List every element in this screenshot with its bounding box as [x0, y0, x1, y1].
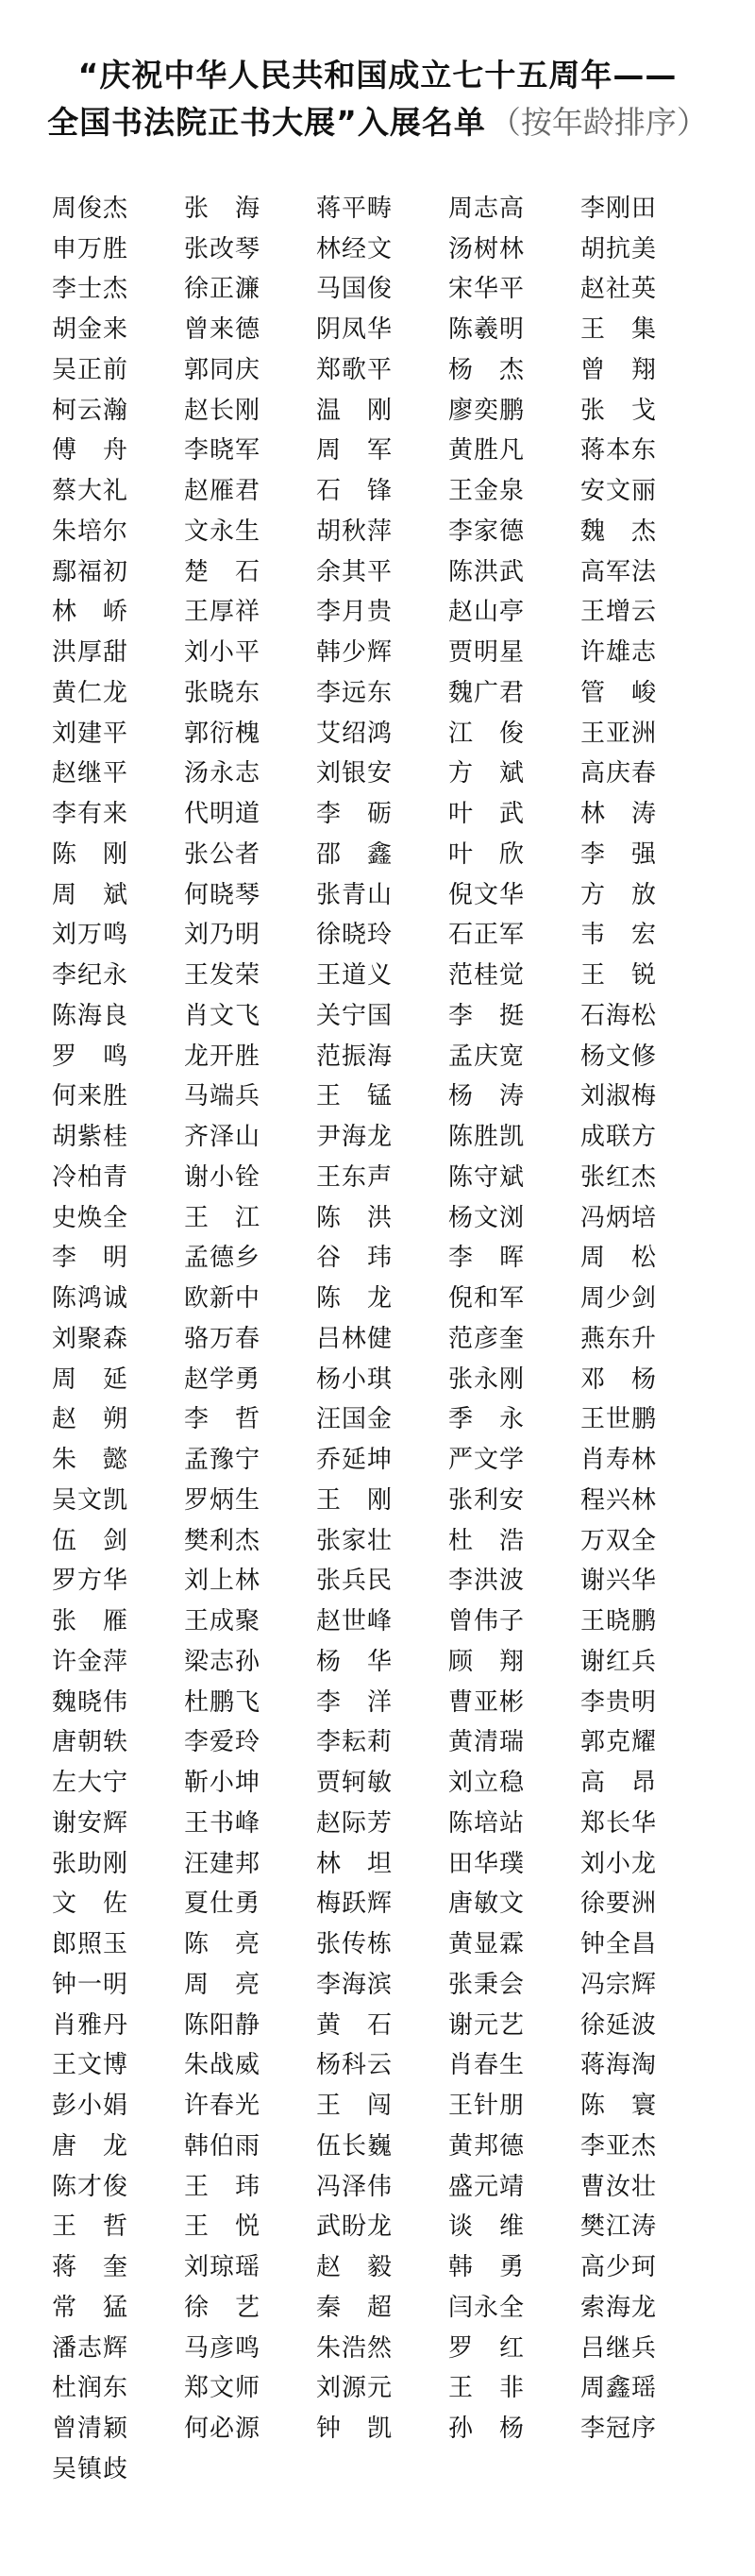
participant-name: 许春光 [184, 2092, 261, 2121]
participant-name: 李 晖 [448, 1244, 526, 1273]
participant-name: 林 坦 [316, 1849, 394, 1878]
participant-name: 李有来 [52, 800, 129, 829]
participant-name: 韩 勇 [448, 2253, 526, 2282]
participant-name: 林 峤 [52, 598, 129, 627]
participant-name: 张利安 [448, 1485, 526, 1515]
participant-name: 钟 凯 [316, 2415, 394, 2444]
participant-name: 冷柏青 [52, 1162, 129, 1192]
participant-name-grid [52, 186, 713, 2487]
participant-name: 胡金来 [52, 315, 129, 345]
participant-name: 范桂觉 [448, 961, 526, 991]
participant-name: 谢兴华 [580, 1567, 658, 1596]
participant-name: 王晓鹏 [580, 1607, 658, 1636]
participant-name: 管 峻 [580, 678, 658, 707]
participant-name: 杜鹏飞 [184, 1687, 261, 1717]
participant-name: 张青山 [316, 880, 394, 909]
participant-name: 安文丽 [580, 477, 658, 506]
participant-name: 郭同庆 [184, 355, 261, 384]
participant-name: 余其平 [316, 557, 394, 586]
participant-name: 吕林健 [316, 1324, 394, 1353]
participant-name: 李家德 [448, 517, 526, 546]
participant-name: 李士杰 [52, 275, 129, 304]
participant-name: 倪文华 [448, 880, 526, 909]
participant-name: 刘琼瑶 [184, 2253, 261, 2282]
participant-name: 魏广君 [448, 678, 526, 707]
participant-name: 张 海 [184, 194, 261, 223]
participant-name: 吴正前 [52, 355, 129, 384]
participant-name: 陈羲明 [448, 315, 526, 345]
participant-name: 季 永 [448, 1405, 526, 1434]
participant-name: 郑文师 [184, 2374, 261, 2403]
participant-name: 方 放 [580, 880, 658, 909]
participant-name: 尹海龙 [316, 1123, 394, 1152]
participant-name: 周 军 [316, 436, 394, 466]
participant-name: 王 江 [184, 1203, 261, 1232]
participant-name: 陈 寰 [580, 2092, 658, 2121]
participant-name: 李爱玲 [184, 1728, 261, 1757]
participant-name: 周 延 [52, 1364, 129, 1394]
participant-name: 朱浩然 [316, 2333, 394, 2363]
participant-name: 杜润东 [52, 2374, 129, 2403]
participant-name: 陈 龙 [316, 1284, 394, 1313]
participant-name: 刘万鸣 [52, 921, 129, 950]
participant-name: 胡抗美 [580, 234, 658, 263]
participant-name: 李月贵 [316, 598, 394, 627]
participant-name: 范振海 [316, 1042, 394, 1071]
participant-name: 徐正濂 [184, 275, 261, 304]
participant-name: 赵社英 [580, 275, 658, 304]
participant-name: 孟德乡 [184, 1244, 261, 1273]
participant-name: 张家壮 [316, 1526, 394, 1555]
participant-name: 陈胜凯 [448, 1123, 526, 1152]
participant-name: 王成聚 [184, 1607, 261, 1636]
participant-name: 刘小龙 [580, 1849, 658, 1878]
participant-name: 叶 欣 [448, 839, 526, 869]
participant-name: 王 悦 [184, 2212, 261, 2242]
participant-name: 成联方 [580, 1123, 658, 1152]
participant-name: 唐 龙 [52, 2131, 129, 2161]
participant-name: 杨 杰 [448, 355, 526, 384]
participant-name: 韩少辉 [316, 638, 394, 668]
participant-name: 廖奕鹏 [448, 396, 526, 425]
participant-name: 肖文飞 [184, 1001, 261, 1030]
participant-name: 吕继兵 [580, 2333, 658, 2363]
participant-name: 李贵明 [580, 1687, 658, 1717]
participant-name: 李纪永 [52, 961, 129, 991]
participant-name: 吴镇歧 [52, 2454, 129, 2483]
participant-name: 赵 朔 [52, 1405, 129, 1434]
participant-name: 周鑫瑶 [580, 2374, 658, 2403]
title-line-2 [0, 102, 755, 144]
participant-name: 梅跃辉 [316, 1890, 394, 1919]
participant-name: 赵际芳 [316, 1808, 394, 1838]
participant-name: 范彦奎 [448, 1324, 526, 1353]
participant-name: 刘乃明 [184, 921, 261, 950]
participant-name: 倪和军 [448, 1284, 526, 1313]
participant-name: 赵世峰 [316, 1607, 394, 1636]
participant-name: 江 俊 [448, 719, 526, 748]
participant-name: 何晓琴 [184, 880, 261, 909]
participant-name: 刘银安 [316, 759, 394, 788]
participant-name: 陈守斌 [448, 1162, 526, 1192]
participant-name: 马端兵 [184, 1082, 261, 1111]
participant-name: 王发荣 [184, 961, 261, 991]
participant-name: 陈洪武 [448, 557, 526, 586]
participant-name: 王 刚 [316, 1485, 394, 1515]
participant-name: 刘上林 [184, 1567, 261, 1596]
participant-name: 张兵民 [316, 1567, 394, 1596]
participant-name: 傅 舟 [52, 436, 129, 466]
participant-name: 孟庆宽 [448, 1042, 526, 1071]
participant-name: 蒋平畴 [316, 194, 394, 223]
participant-name: 夏仕勇 [184, 1890, 261, 1919]
participant-name: 温 刚 [316, 396, 394, 425]
participant-name: 刘淑梅 [580, 1082, 658, 1111]
participant-name: 文 佐 [52, 1890, 129, 1919]
participant-name: 王 锰 [316, 1082, 394, 1111]
title-line-1 [0, 55, 755, 96]
participant-name: 谢元艺 [448, 2010, 526, 2040]
participant-name: 罗炳生 [184, 1485, 261, 1515]
participant-name: 王增云 [580, 598, 658, 627]
participant-name: 梁志孙 [184, 1647, 261, 1676]
participant-name: 徐延波 [580, 2010, 658, 2040]
participant-name: 杨 华 [316, 1647, 394, 1676]
participant-name: 王 锐 [580, 961, 658, 991]
participant-name: 肖雅丹 [52, 2010, 129, 2040]
participant-name: 田华璞 [448, 1849, 526, 1878]
participant-name: 王文博 [52, 2051, 129, 2080]
participant-name: 孟豫宁 [184, 1446, 261, 1475]
participant-name: 汤树林 [448, 234, 526, 263]
participant-name: 伍 剑 [52, 1526, 129, 1555]
participant-name: 王亚洲 [580, 719, 658, 748]
participant-name: 王世鹏 [580, 1405, 658, 1434]
participant-name: 曹亚彬 [448, 1687, 526, 1717]
participant-name: 石 锋 [316, 477, 394, 506]
participant-name: 李 挺 [448, 1001, 526, 1030]
title-text-line-2: 全国书法院正书大展”入展名单 [47, 104, 486, 141]
participant-name: 伍长巍 [316, 2131, 394, 2161]
participant-name: 骆万春 [184, 1324, 261, 1353]
participant-name: 汪国金 [316, 1405, 394, 1434]
participant-name: 韦 宏 [580, 921, 658, 950]
participant-name: 张传栋 [316, 1930, 394, 1959]
participant-name: 蔡大礼 [52, 477, 129, 506]
participant-name: 常 猛 [52, 2293, 129, 2322]
participant-name: 盛元靖 [448, 2172, 526, 2201]
participant-name: 申万胜 [52, 234, 129, 263]
participant-name: 燕东升 [580, 1324, 658, 1353]
participant-name: 张改琴 [184, 234, 261, 263]
participant-name: 朱战威 [184, 2051, 261, 2080]
participant-name: 徐晓玲 [316, 921, 394, 950]
participant-name: 郑歌平 [316, 355, 394, 384]
participant-name: 宋华平 [448, 275, 526, 304]
title-text-line-1: “庆祝中华人民共和国成立七十五周年—— [77, 57, 678, 93]
participant-name: 楚 石 [184, 557, 261, 586]
participant-name: 秦 超 [316, 2293, 394, 2322]
participant-name: 黄邦德 [448, 2131, 526, 2161]
participant-name: 陈 刚 [52, 839, 129, 869]
participant-name: 许金萍 [52, 1647, 129, 1676]
participant-name: 李远东 [316, 678, 394, 707]
participant-name: 杜 浩 [448, 1526, 526, 1555]
participant-name: 罗方华 [52, 1567, 129, 1596]
participant-name: 张 雁 [52, 1607, 129, 1636]
participant-name: 鄢福初 [52, 557, 129, 586]
participant-name: 刘建平 [52, 719, 129, 748]
participant-name: 王 哲 [52, 2212, 129, 2242]
participant-name: 黄清瑞 [448, 1728, 526, 1757]
participant-name: 何必源 [184, 2415, 261, 2444]
participant-name: 彭小娟 [52, 2092, 129, 2121]
participant-name: 李 哲 [184, 1405, 261, 1434]
participant-name: 蒋本东 [580, 436, 658, 466]
participant-name: 乔延坤 [316, 1446, 394, 1475]
participant-name: 林经文 [316, 234, 394, 263]
participant-name: 许雄志 [580, 638, 658, 668]
participant-name: 曹汝壮 [580, 2172, 658, 2201]
participant-name: 齐泽山 [184, 1123, 261, 1152]
participant-name: 杨文浏 [448, 1203, 526, 1232]
participant-name: 李冠序 [580, 2415, 658, 2444]
participant-name: 闫永全 [448, 2293, 526, 2322]
participant-name: 冯宗辉 [580, 1970, 658, 1999]
participant-name: 朱培尔 [52, 517, 129, 546]
participant-name: 肖春生 [448, 2051, 526, 2080]
participant-name: 刘聚森 [52, 1324, 129, 1353]
participant-name: 史焕全 [52, 1203, 129, 1232]
participant-name: 何来胜 [52, 1082, 129, 1111]
participant-name: 郑长华 [580, 1808, 658, 1838]
participant-name: 艾绍鸿 [316, 719, 394, 748]
participant-name: 谈 维 [448, 2212, 526, 2242]
participant-name: 周少剑 [580, 1284, 658, 1313]
participant-name: 李 洋 [316, 1687, 394, 1717]
participant-name: 曾清颖 [52, 2415, 129, 2444]
participant-name: 高少珂 [580, 2253, 658, 2282]
participant-name: 谢安辉 [52, 1808, 129, 1838]
participant-name: 朱 懿 [52, 1446, 129, 1475]
participant-name: 郭衍槐 [184, 719, 261, 748]
participant-name: 徐要洲 [580, 1890, 658, 1919]
participant-name: 蒋海淘 [580, 2051, 658, 2080]
participant-name: 唐朝轶 [52, 1728, 129, 1757]
participant-name: 周 斌 [52, 880, 129, 909]
participant-name: 龙开胜 [184, 1042, 261, 1071]
participant-name: 陈 亮 [184, 1930, 261, 1959]
participant-name: 胡紫桂 [52, 1123, 129, 1152]
participant-name: 周俊杰 [52, 194, 129, 223]
participant-name: 石海松 [580, 1001, 658, 1030]
participant-name: 汤永志 [184, 759, 261, 788]
participant-name: 陈海良 [52, 1001, 129, 1030]
participant-name: 石正军 [448, 921, 526, 950]
participant-name: 王 闯 [316, 2092, 394, 2121]
participant-name: 马彦鸣 [184, 2333, 261, 2363]
participant-name: 王针朋 [448, 2092, 526, 2121]
participant-name: 林 涛 [580, 800, 658, 829]
participant-name: 贾明星 [448, 638, 526, 668]
participant-name: 周 松 [580, 1244, 658, 1273]
participant-name: 邓 杨 [580, 1364, 658, 1394]
participant-name: 罗 红 [448, 2333, 526, 2363]
participant-name: 李刚田 [580, 194, 658, 223]
participant-name: 李海滨 [316, 1970, 394, 1999]
participant-name: 高 昂 [580, 1769, 658, 1798]
participant-name: 王东声 [316, 1162, 394, 1192]
participant-name: 代明道 [184, 800, 261, 829]
participant-name: 周 亮 [184, 1970, 261, 1999]
participant-name: 樊江涛 [580, 2212, 658, 2242]
participant-name: 黄 石 [316, 2010, 394, 2040]
participant-name: 高军法 [580, 557, 658, 586]
participant-name: 李耘莉 [316, 1728, 394, 1757]
participant-name: 顾 翔 [448, 1647, 526, 1676]
participant-name: 赵长刚 [184, 396, 261, 425]
participant-name: 贾轲敏 [316, 1769, 394, 1798]
participant-name: 阴凤华 [316, 315, 394, 345]
participant-name: 王书峰 [184, 1808, 261, 1838]
participant-name: 张秉会 [448, 1970, 526, 1999]
participant-name: 靳小坤 [184, 1769, 261, 1798]
participant-name: 汪建邦 [184, 1849, 261, 1878]
participant-name: 张助刚 [52, 1849, 129, 1878]
participant-name: 文永生 [184, 517, 261, 546]
participant-name: 王厚祥 [184, 598, 261, 627]
participant-name: 魏 杰 [580, 517, 658, 546]
participant-name: 李 明 [52, 1244, 129, 1273]
sort-note: （按年龄排序） [489, 104, 708, 141]
participant-name: 胡秋萍 [316, 517, 394, 546]
participant-name: 谢红兵 [580, 1647, 658, 1676]
participant-name: 黄显霖 [448, 1930, 526, 1959]
participant-name: 武盼龙 [316, 2212, 394, 2242]
participant-name: 欧新中 [184, 1284, 261, 1313]
participant-name: 王 集 [580, 315, 658, 345]
participant-name: 李洪波 [448, 1567, 526, 1596]
participant-name: 罗 鸣 [52, 1042, 129, 1071]
participant-name: 叶 武 [448, 800, 526, 829]
participant-name: 黄胜凡 [448, 436, 526, 466]
participant-name: 王 非 [448, 2374, 526, 2403]
participant-name: 刘立稳 [448, 1769, 526, 1798]
participant-name: 方 斌 [448, 759, 526, 788]
participant-name: 肖寿林 [580, 1446, 658, 1475]
participant-name: 程兴林 [580, 1485, 658, 1515]
participant-name: 张红杰 [580, 1162, 658, 1192]
participant-name: 张 戈 [580, 396, 658, 425]
participant-name: 严文学 [448, 1446, 526, 1475]
participant-name: 吴文凯 [52, 1485, 129, 1515]
participant-name: 谢小铨 [184, 1162, 261, 1192]
participant-name: 魏晓伟 [52, 1687, 129, 1717]
participant-name: 潘志辉 [52, 2333, 129, 2363]
participant-name: 刘源元 [316, 2374, 394, 2403]
participant-name: 张永刚 [448, 1364, 526, 1394]
participant-name: 陈才俊 [52, 2172, 129, 2201]
participant-name: 张晓东 [184, 678, 261, 707]
participant-name: 赵 毅 [316, 2253, 394, 2282]
participant-name: 王金泉 [448, 477, 526, 506]
participant-name: 高庆春 [580, 759, 658, 788]
participant-name: 韩伯雨 [184, 2131, 261, 2161]
participant-name: 索海龙 [580, 2293, 658, 2322]
participant-name: 陈培站 [448, 1808, 526, 1838]
participant-name: 周志高 [448, 194, 526, 223]
participant-name: 徐 艺 [184, 2293, 261, 2322]
participant-name: 张公者 [184, 839, 261, 869]
participant-name: 李 强 [580, 839, 658, 869]
participant-name: 赵山亭 [448, 598, 526, 627]
participant-name: 曾伟子 [448, 1607, 526, 1636]
participant-name: 刘小平 [184, 638, 261, 668]
participant-name: 关宁国 [316, 1001, 394, 1030]
participant-name: 马国俊 [316, 275, 394, 304]
participant-name: 李亚杰 [580, 2131, 658, 2161]
participant-name: 郭克耀 [580, 1728, 658, 1757]
participant-name: 赵学勇 [184, 1364, 261, 1394]
participant-name: 陈阳静 [184, 2010, 261, 2040]
participant-name: 谷 玮 [316, 1244, 394, 1273]
participant-name: 唐敏文 [448, 1890, 526, 1919]
participant-name: 王 玮 [184, 2172, 261, 2201]
participant-name: 李晓军 [184, 436, 261, 466]
participant-name: 钟全昌 [580, 1930, 658, 1959]
participant-name: 蒋 奎 [52, 2253, 129, 2282]
participant-name: 陈 洪 [316, 1203, 394, 1232]
participant-name: 郎照玉 [52, 1930, 129, 1959]
participant-name: 陈鸿诚 [52, 1284, 129, 1313]
participant-name: 柯云瀚 [52, 396, 129, 425]
participant-name: 赵继平 [52, 759, 129, 788]
participant-name: 李 砺 [316, 800, 394, 829]
participant-name: 曾 翔 [580, 355, 658, 384]
participant-name: 冯炳培 [580, 1203, 658, 1232]
participant-name: 杨 涛 [448, 1082, 526, 1111]
participant-name: 杨小琪 [316, 1364, 394, 1394]
participant-name: 邵 鑫 [316, 839, 394, 869]
participant-name: 曾来德 [184, 315, 261, 345]
participant-name: 黄仁龙 [52, 678, 129, 707]
participant-name: 冯泽伟 [316, 2172, 394, 2201]
participant-name: 杨科云 [316, 2051, 394, 2080]
participant-name: 左大宁 [52, 1769, 129, 1798]
participant-name: 赵雁君 [184, 477, 261, 506]
participant-name: 洪厚甜 [52, 638, 129, 668]
participant-name: 钟一明 [52, 1970, 129, 1999]
participant-name: 杨文修 [580, 1042, 658, 1071]
participant-name: 王道义 [316, 961, 394, 991]
participant-name: 孙 杨 [448, 2415, 526, 2444]
participant-name: 万双全 [580, 1526, 658, 1555]
participant-name: 樊利杰 [184, 1526, 261, 1555]
